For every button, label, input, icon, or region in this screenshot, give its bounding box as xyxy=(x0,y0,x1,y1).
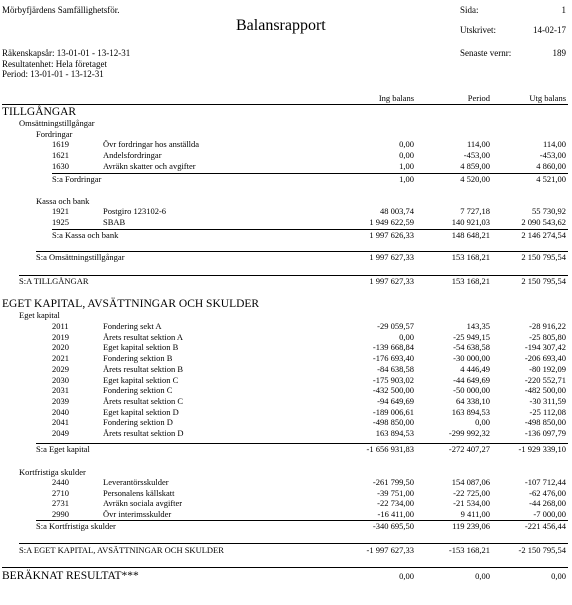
account-name: SBAB xyxy=(103,217,126,227)
utg-balans-value: -44 268,00 xyxy=(529,498,566,509)
account-number: 2021 xyxy=(52,353,69,364)
account-name: Eget kapital sektion B xyxy=(103,342,179,353)
ing-balans-value: -175 903,02 xyxy=(372,374,414,385)
period-value: 0,00 xyxy=(475,417,490,428)
ing-balans-value: -84 638,58 xyxy=(377,363,414,374)
account-name: Personalens källskatt xyxy=(103,487,175,498)
utg-balans-value: -30 311,59 xyxy=(529,395,566,406)
account-number: 2990 xyxy=(52,509,69,520)
group-kassa-title: Kassa och bank xyxy=(36,196,90,206)
page-number: 1 xyxy=(561,5,566,15)
account-name: Årets resultat sektion D xyxy=(103,428,184,438)
period-value: 7 727,18 xyxy=(460,206,490,216)
ing-balans-value: -22 734,00 xyxy=(377,498,414,509)
sum-label: S:a Kortfristiga skulder xyxy=(36,521,116,531)
sum-row-fordringar xyxy=(0,174,572,185)
account-row xyxy=(0,407,572,418)
account-name: Andelsfordringar xyxy=(103,150,162,160)
account-name: Övr interimsskulder xyxy=(103,509,172,520)
result-row xyxy=(0,570,572,583)
sum-per: 153 168,21 xyxy=(451,252,490,262)
account-name: Fondering sektion B xyxy=(103,353,173,364)
account-number: 2041 xyxy=(52,417,69,428)
utg-balans-value: -136 097,79 xyxy=(524,428,566,438)
printed-label: Utskrivet: xyxy=(460,25,496,35)
utg-balans-value: -7 000,00 xyxy=(533,509,566,520)
sum-row-eget xyxy=(0,444,572,455)
utg-balans-value: -453,00 xyxy=(539,150,566,160)
period-value: -453,00 xyxy=(463,150,490,160)
section-liabilities-title: EGET KAPITAL, AVSÄTTNINGAR OCH SKULDER xyxy=(2,298,260,310)
result-utg: 0,00 xyxy=(551,571,566,581)
group-omsattning-title: Omsättningstillgångar xyxy=(19,118,95,128)
utg-balans-value: 55 730,92 xyxy=(532,206,566,216)
sum-row-kassa xyxy=(0,230,572,241)
sum-row-liabilities-total xyxy=(0,545,572,556)
account-row xyxy=(0,364,572,375)
ing-balans-value: -189 006,61 xyxy=(372,406,414,417)
account-row xyxy=(0,385,572,396)
col-period: Period xyxy=(467,93,490,103)
period-value: -50 000,00 xyxy=(453,385,490,396)
account-name: Postgiro 123102-6 xyxy=(103,206,167,216)
period-value: -30 000,00 xyxy=(453,353,490,364)
ing-balans-value: -176 693,40 xyxy=(372,353,414,364)
sum-ing: 1,00 xyxy=(399,174,414,184)
last-ver-label: Senaste vernr: xyxy=(460,48,512,58)
sum-ing: 1 997 627,33 xyxy=(369,252,414,262)
account-number: 2039 xyxy=(52,395,69,406)
period-value: 4 446,49 xyxy=(460,363,490,374)
account-number: 2440 xyxy=(52,477,69,487)
period-value: -44 649,69 xyxy=(453,374,490,385)
account-name: Fondering sektion C xyxy=(103,385,173,396)
sum-utg: -2 150 795,54 xyxy=(518,545,566,555)
utg-balans-value: -25 112,08 xyxy=(529,406,566,417)
sum-ing: -340 695,50 xyxy=(372,521,414,531)
account-number: 2011 xyxy=(52,321,69,331)
account-row xyxy=(0,477,572,488)
ing-balans-value: -16 411,00 xyxy=(377,509,414,520)
sum-per: 4 520,00 xyxy=(460,174,490,184)
ing-balans-value: 0,00 xyxy=(399,150,414,160)
utg-balans-value: -498 850,00 xyxy=(524,417,566,428)
utg-balans-value: -80 192,09 xyxy=(529,363,566,374)
account-row xyxy=(0,396,572,407)
result-per: 0,00 xyxy=(475,571,490,581)
utg-balans-value: -28 916,22 xyxy=(529,321,566,331)
sum-utg: 2 150 795,54 xyxy=(521,252,566,262)
period: Period: 13-01-01 - 13-12-31 xyxy=(2,69,104,79)
section-assets-title: TILLGÅNGAR xyxy=(2,106,77,118)
account-row xyxy=(0,342,572,353)
result-unit: Resultatenhet: Hela företaget xyxy=(2,59,107,69)
sum-label: S:a Eget kapital xyxy=(36,444,90,454)
period-value: 143,35 xyxy=(466,321,490,331)
column-headers xyxy=(0,93,572,104)
ing-balans-value: -39 751,00 xyxy=(377,487,414,498)
account-name: Årets resultat sektion A xyxy=(103,331,184,342)
sum-label: S:a Fordringar xyxy=(52,174,102,184)
report-title: Balansrapport xyxy=(236,17,326,34)
account-number: 1925 xyxy=(52,217,69,227)
account-name: Övr fordringar hos anställda xyxy=(103,139,200,149)
sum-utg: 2 146 274,54 xyxy=(521,230,566,240)
account-number: 2731 xyxy=(52,498,69,509)
account-number: 2019 xyxy=(52,331,69,342)
account-row xyxy=(0,217,572,228)
account-name: Eget kapital sektion C xyxy=(103,374,179,385)
sum-utg: 2 150 795,54 xyxy=(521,276,566,286)
period-value: -22 725,00 xyxy=(453,487,490,498)
account-name: Fondering sekt A xyxy=(103,321,162,331)
period-value: 154 087,06 xyxy=(451,477,490,487)
result-ing: 0,00 xyxy=(399,571,414,581)
period-value: 4 859,00 xyxy=(460,161,490,171)
group-kort-title: Kortfristiga skulder xyxy=(19,467,86,477)
ing-balans-value: 48 003,74 xyxy=(380,206,414,216)
account-name: Avräkn skatter och avgifter xyxy=(103,161,196,171)
account-name: Fondering sektion D xyxy=(103,417,173,428)
account-row xyxy=(0,488,572,499)
account-row xyxy=(0,206,572,217)
sum-utg: -221 456,44 xyxy=(524,521,566,531)
group-fordringar-title: Fordringar xyxy=(36,129,73,139)
ing-balans-value: 0,00 xyxy=(399,331,414,342)
account-row xyxy=(0,150,572,161)
sum-ing: 1 997 627,33 xyxy=(369,276,414,286)
ing-balans-value: -498 850,00 xyxy=(372,417,414,428)
utg-balans-value: -107 712,44 xyxy=(524,477,566,487)
period-value: 163 894,53 xyxy=(451,406,490,417)
utg-balans-value: -194 307,42 xyxy=(524,342,566,353)
printed-date: 14-02-17 xyxy=(533,25,566,35)
ing-balans-value: -432 500,00 xyxy=(372,385,414,396)
sum-ing: -1 997 627,33 xyxy=(366,545,414,555)
account-row xyxy=(0,353,572,364)
account-number: 2029 xyxy=(52,363,69,374)
page-label: Sida: xyxy=(460,5,479,15)
account-row xyxy=(0,417,572,428)
sum-label: S:a Kassa och bank xyxy=(52,230,119,240)
period-value: -299 992,32 xyxy=(448,428,490,438)
period-value: -21 534,00 xyxy=(453,498,490,509)
utg-balans-value: -25 805,80 xyxy=(529,331,566,342)
account-row xyxy=(0,428,572,439)
result-label: BERÄKNAT RESULTAT*** xyxy=(2,570,139,582)
sum-label: S:A TILLGÅNGAR xyxy=(19,276,89,286)
sum-per: 148 648,21 xyxy=(451,230,490,240)
utg-balans-value: -482 500,00 xyxy=(524,385,566,396)
sum-utg: 4 521,00 xyxy=(536,174,566,184)
ing-balans-value: -139 668,84 xyxy=(372,342,414,353)
sum-per: 119 239,06 xyxy=(452,521,490,531)
account-name: Årets resultat sektion B xyxy=(103,363,184,374)
account-row xyxy=(0,321,572,332)
sum-ing: 1 997 626,33 xyxy=(369,230,414,240)
ing-balans-value: 1,00 xyxy=(399,161,414,171)
utg-balans-value: 4 860,00 xyxy=(536,161,566,171)
sum-label: S:A EGET KAPITAL, AVSÄTTNINGAR OCH SKULDER xyxy=(19,545,224,555)
fiscal-year: Räkenskapsår: 13-01-01 - 13-12-31 xyxy=(2,48,131,58)
account-number: 2020 xyxy=(52,342,69,353)
org-name: Mörbyfjärdens Samfällighetsför. xyxy=(2,5,120,15)
utg-balans-value: 114,00 xyxy=(542,139,566,149)
sum-per: 153 168,21 xyxy=(451,276,490,286)
sum-per: -153 168,21 xyxy=(448,545,490,555)
period-value: 9 411,00 xyxy=(460,509,490,520)
account-row xyxy=(0,161,572,172)
period-value: 114,00 xyxy=(466,139,490,149)
ing-balans-value: -29 059,57 xyxy=(377,321,414,331)
sum-row-kort xyxy=(0,521,572,532)
col-utg-balans: Utg balans xyxy=(529,93,566,103)
utg-balans-value: -206 693,40 xyxy=(524,353,566,364)
account-name: Avräkn sociala avgifter xyxy=(103,498,183,509)
ing-balans-value: -94 649,69 xyxy=(377,395,414,406)
period-value: -54 638,58 xyxy=(453,342,490,353)
sum-row-omsattning xyxy=(0,252,572,263)
sum-per: -272 407,27 xyxy=(448,444,490,454)
header-divider xyxy=(2,104,568,105)
ing-balans-value: 0,00 xyxy=(399,139,414,149)
utg-balans-value: -220 552,71 xyxy=(524,374,566,385)
period-value: 140 921,03 xyxy=(451,217,490,227)
account-name: Eget kapital sektion D xyxy=(103,406,179,417)
account-row xyxy=(0,375,572,386)
result-divider xyxy=(2,567,568,568)
sum-row-assets-total xyxy=(0,276,572,287)
group-eget-title: Eget kapital xyxy=(19,310,60,320)
account-row xyxy=(0,498,572,509)
account-number: 1630 xyxy=(52,161,69,171)
utg-balans-value: -62 476,00 xyxy=(529,487,566,498)
account-row xyxy=(0,139,572,150)
account-number: 2031 xyxy=(52,385,69,396)
period-value: 64 338,10 xyxy=(456,395,490,406)
account-number: 2710 xyxy=(52,487,69,498)
account-row xyxy=(0,332,572,343)
account-row xyxy=(0,509,572,520)
account-number: 2030 xyxy=(52,374,69,385)
account-name: Leverantörsskulder xyxy=(103,477,169,487)
account-number: 1621 xyxy=(52,150,69,160)
account-number: 2049 xyxy=(52,428,69,438)
last-ver-value: 189 xyxy=(552,48,566,58)
ing-balans-value: 163 894,53 xyxy=(375,428,414,438)
period-value: -25 949,15 xyxy=(453,331,490,342)
account-number: 2040 xyxy=(52,406,69,417)
col-ing-balans: Ing balans xyxy=(378,93,414,103)
account-name: Årets resultat sektion C xyxy=(103,395,184,406)
ing-balans-value: 1 949 622,59 xyxy=(369,217,414,227)
ing-balans-value: -261 799,50 xyxy=(372,477,414,487)
account-number: 1619 xyxy=(52,139,69,149)
liabilities-total-divider xyxy=(19,543,568,544)
sum-label: S:a Omsättningstillgångar xyxy=(36,252,125,262)
account-number: 1921 xyxy=(52,206,69,216)
sum-ing: -1 656 931,83 xyxy=(366,444,414,454)
utg-balans-value: 2 090 543,62 xyxy=(521,217,566,227)
sum-utg: -1 929 339,10 xyxy=(518,444,566,454)
